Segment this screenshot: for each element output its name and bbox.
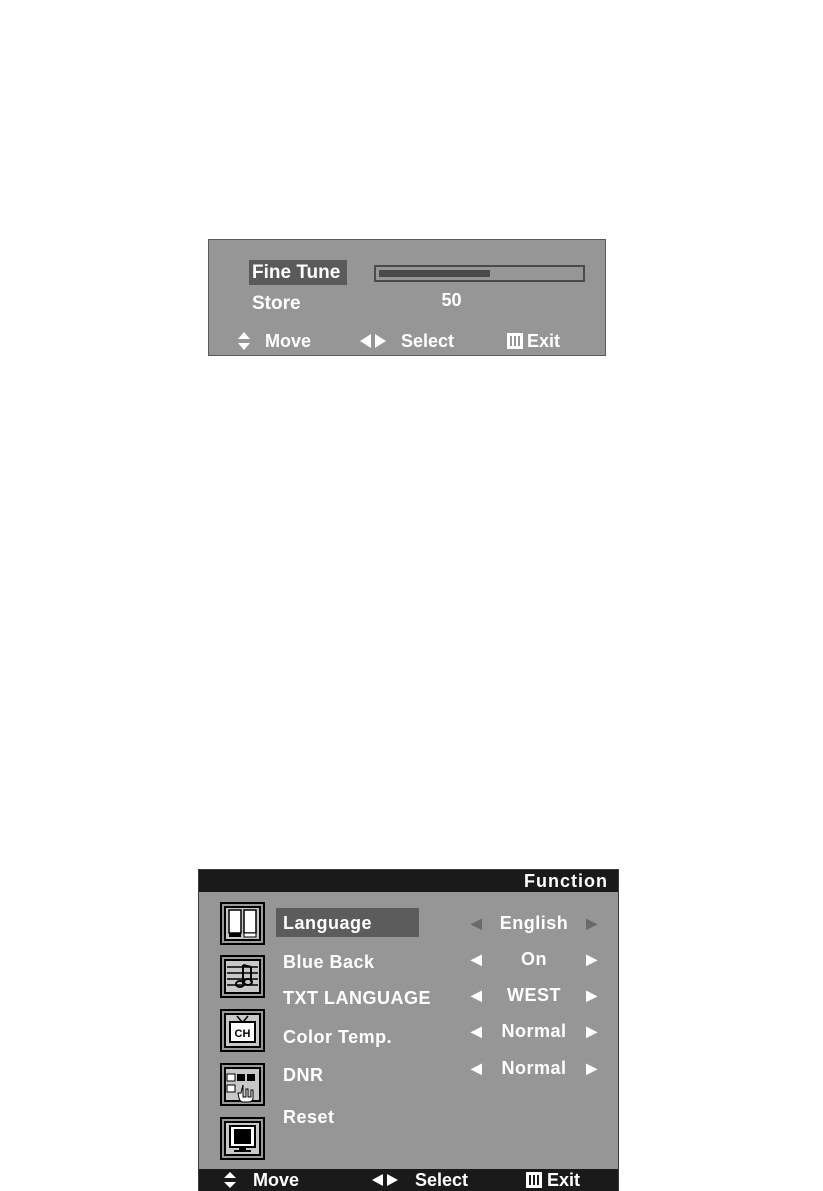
select-hint (371, 1169, 468, 1191)
color-temp-value: Normal (501, 1021, 567, 1041)
move-label: Move (265, 331, 312, 351)
picture-menu-icon[interactable] (220, 902, 265, 945)
language-value: English (499, 913, 569, 933)
function-menu-icon[interactable] (220, 1063, 265, 1106)
blue-back-value: On (521, 949, 547, 969)
select-label: Select (401, 331, 455, 351)
left-right-arrows-icon (359, 333, 389, 349)
menu-footer-bar (199, 1169, 618, 1191)
language-selector[interactable] (469, 910, 599, 936)
right-arrow-icon[interactable]: ▶ (586, 915, 597, 931)
store-item[interactable]: Store (252, 293, 301, 314)
dnr-selector[interactable] (469, 1055, 599, 1081)
menu-item-dnr[interactable]: DNR (283, 1065, 324, 1085)
fine-tune-value: 50 (441, 290, 462, 310)
fine-tune-osd-panel (208, 239, 606, 356)
select-label: Select (415, 1170, 469, 1190)
color-temp-selector[interactable] (469, 1018, 599, 1044)
txt-language-value: WEST (507, 985, 561, 1005)
menu-title: Function (524, 871, 608, 891)
blue-back-selector[interactable] (469, 946, 599, 972)
fine-tune-item[interactable]: Fine Tune (252, 262, 341, 283)
right-arrow-icon[interactable]: ▶ (586, 1023, 597, 1039)
move-label: Move (253, 1170, 300, 1190)
menu-item-language[interactable]: Language (283, 913, 373, 933)
menu-item-blue-back[interactable]: Blue Back (283, 952, 375, 972)
right-arrow-icon[interactable]: ▶ (586, 951, 597, 967)
exit-label: Exit (527, 331, 561, 351)
menu-item-color-temp[interactable]: Color Temp. (283, 1027, 393, 1047)
sound-menu-icon[interactable] (220, 955, 265, 998)
right-arrow-icon[interactable]: ▶ (586, 1060, 597, 1076)
ch-icon-label: CH (234, 1028, 251, 1040)
txt-language-selector[interactable] (469, 982, 599, 1008)
left-arrow-icon[interactable]: ◀ (471, 1023, 482, 1039)
menu-item-reset[interactable]: Reset (283, 1107, 335, 1127)
move-hint (237, 328, 311, 354)
select-hint (359, 328, 454, 354)
screen-menu-icon[interactable] (220, 1117, 265, 1160)
right-arrow-icon[interactable]: ▶ (586, 987, 597, 1003)
fine-tune-slider[interactable] (374, 265, 585, 282)
exit-hint[interactable] (526, 1169, 580, 1191)
left-right-arrows-icon (371, 1173, 401, 1187)
menu-button-icon (507, 333, 523, 349)
left-arrow-icon[interactable]: ◀ (471, 915, 482, 931)
function-osd-panel (198, 869, 619, 1191)
dnr-value: Normal (501, 1058, 567, 1078)
up-down-arrows-icon (223, 1171, 237, 1189)
menu-item-txt-language[interactable]: TXT LANGUAGE (283, 988, 431, 1008)
exit-label: Exit (547, 1170, 581, 1190)
fine-tune-slider-fill (379, 270, 490, 277)
channel-menu-icon[interactable] (220, 1009, 265, 1052)
left-arrow-icon[interactable]: ◀ (471, 951, 482, 967)
menu-button-icon (526, 1172, 542, 1188)
exit-hint[interactable] (507, 328, 560, 354)
move-hint (223, 1169, 299, 1191)
up-down-arrows-icon (237, 331, 251, 351)
left-arrow-icon[interactable]: ◀ (471, 987, 482, 1003)
menu-header-bar (199, 870, 618, 892)
left-arrow-icon[interactable]: ◀ (471, 1060, 482, 1076)
